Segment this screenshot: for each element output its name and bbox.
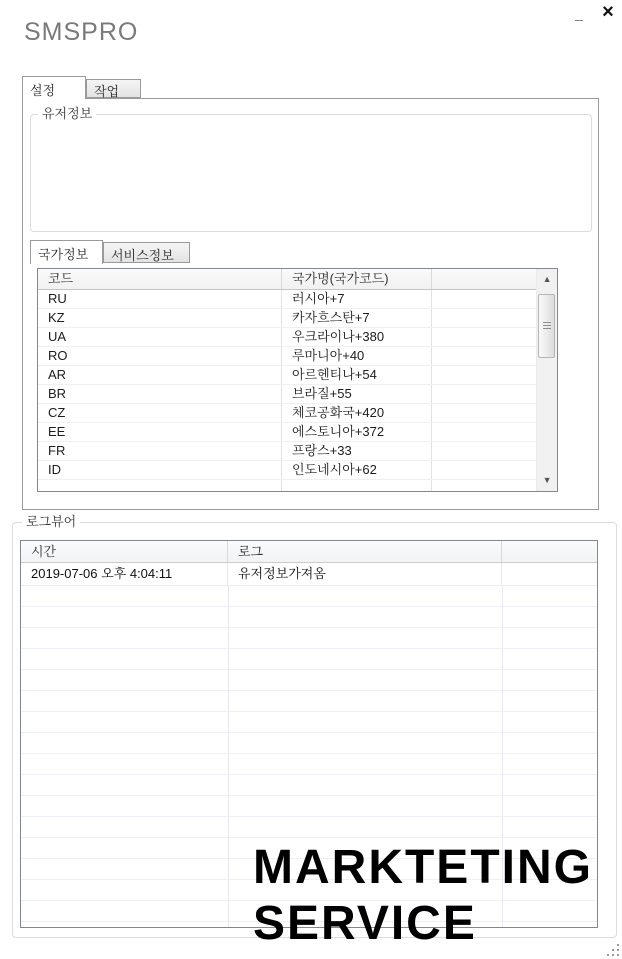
column-header-time[interactable]: 시간 (21, 541, 228, 562)
cell-filler (432, 366, 536, 384)
cell-country-name: 우크라이나+380 (282, 328, 432, 346)
cell-filler (432, 480, 536, 491)
cell-filler (432, 309, 536, 327)
cell-filler (432, 290, 536, 308)
tab-work[interactable]: 작업 (86, 79, 141, 98)
cell-filler (432, 404, 536, 422)
cell-code: ID (38, 461, 282, 479)
grip-dot (607, 954, 609, 956)
cell-code: RU (38, 290, 282, 308)
cell-filler (432, 347, 536, 365)
cell-code: AR (38, 366, 282, 384)
cell-country-name: 체코공화국+420 (282, 404, 432, 422)
cell-filler (282, 480, 432, 491)
watermark-text (253, 840, 593, 952)
scrollbar-grip (543, 322, 551, 323)
cell-log: 유저정보가져옴 (228, 563, 502, 585)
minimize-icon: _ (575, 6, 583, 22)
cell-code: UA (38, 328, 282, 346)
cell-code: FR (38, 442, 282, 460)
table-row[interactable] (38, 328, 536, 347)
column-header-log[interactable]: 로그 (228, 541, 502, 562)
cell-country-name: 러시아+7 (282, 290, 432, 308)
log-table-header-row (21, 541, 597, 563)
country-table-content (38, 269, 536, 491)
cell-filler (432, 385, 536, 403)
column-header-filler (432, 269, 536, 289)
tab-country-info[interactable]: 국가정보 (30, 240, 103, 264)
tab-service-info[interactable]: 서비스정보 (103, 242, 190, 263)
column-header-code[interactable]: 코드 (38, 269, 282, 289)
cell-code: CZ (38, 404, 282, 422)
cell-code: KZ (38, 309, 282, 327)
minimize-button[interactable] (568, 0, 590, 24)
grip-dot (612, 954, 614, 956)
country-table (37, 268, 558, 492)
tab-settings[interactable]: 설정 (22, 76, 86, 99)
table-row[interactable] (38, 385, 536, 404)
cell-filler (502, 563, 597, 585)
scroll-down-icon[interactable]: ▼ (542, 475, 552, 485)
grip-dot (617, 944, 619, 946)
app-title: SMSPRO (24, 18, 139, 46)
cell-filler (432, 328, 536, 346)
watermark-line2: SERVICE (253, 897, 477, 950)
grip-dot (617, 954, 619, 956)
close-button[interactable] (596, 0, 620, 24)
cell-filler (432, 442, 536, 460)
cell-country-name: 프랑스+33 (282, 442, 432, 460)
vertical-scrollbar[interactable] (536, 269, 557, 491)
table-row[interactable] (38, 461, 536, 480)
user-info-groupbox (30, 114, 592, 232)
cell-code: EE (38, 423, 282, 441)
scrollbar-thumb[interactable] (538, 294, 555, 358)
table-row-partial (38, 480, 536, 491)
table-row[interactable] (38, 309, 536, 328)
table-row[interactable] (38, 423, 536, 442)
cell-code: BR (38, 385, 282, 403)
cell-country-name: 루마니아+40 (282, 347, 432, 365)
cell-filler (432, 423, 536, 441)
cell-filler (38, 480, 282, 491)
cell-country-name: 아르헨티나+54 (282, 366, 432, 384)
grip-dot (612, 949, 614, 951)
cell-country-name: 브라질+55 (282, 385, 432, 403)
column-header-country-name[interactable]: 국가명(국가코드) (282, 269, 432, 289)
table-row[interactable] (38, 290, 536, 309)
watermark-line1: MARKTETING (253, 841, 593, 894)
table-row[interactable] (38, 347, 536, 366)
cell-country-name: 인도네시아+62 (282, 461, 432, 479)
user-info-group-label: 유저정보 (38, 106, 96, 121)
cell-code: RO (38, 347, 282, 365)
cell-time: 2019-07-06 오후 4:04:11 (21, 563, 228, 585)
column-separator (228, 586, 229, 928)
table-row[interactable] (38, 404, 536, 423)
scroll-up-icon[interactable]: ▲ (542, 274, 552, 284)
log-row[interactable] (21, 563, 597, 586)
country-table-header-row (38, 269, 536, 290)
log-viewer-group-label: 로그뷰어 (22, 514, 80, 529)
table-row[interactable] (38, 366, 536, 385)
grip-dot (617, 949, 619, 951)
resize-grip-icon[interactable] (607, 944, 621, 958)
cell-country-name: 카자흐스탄+7 (282, 309, 432, 327)
close-icon: × (602, 0, 614, 23)
table-row[interactable] (38, 442, 536, 461)
column-header-filler (502, 541, 597, 562)
cell-filler (432, 461, 536, 479)
cell-country-name: 에스토니아+372 (282, 423, 432, 441)
